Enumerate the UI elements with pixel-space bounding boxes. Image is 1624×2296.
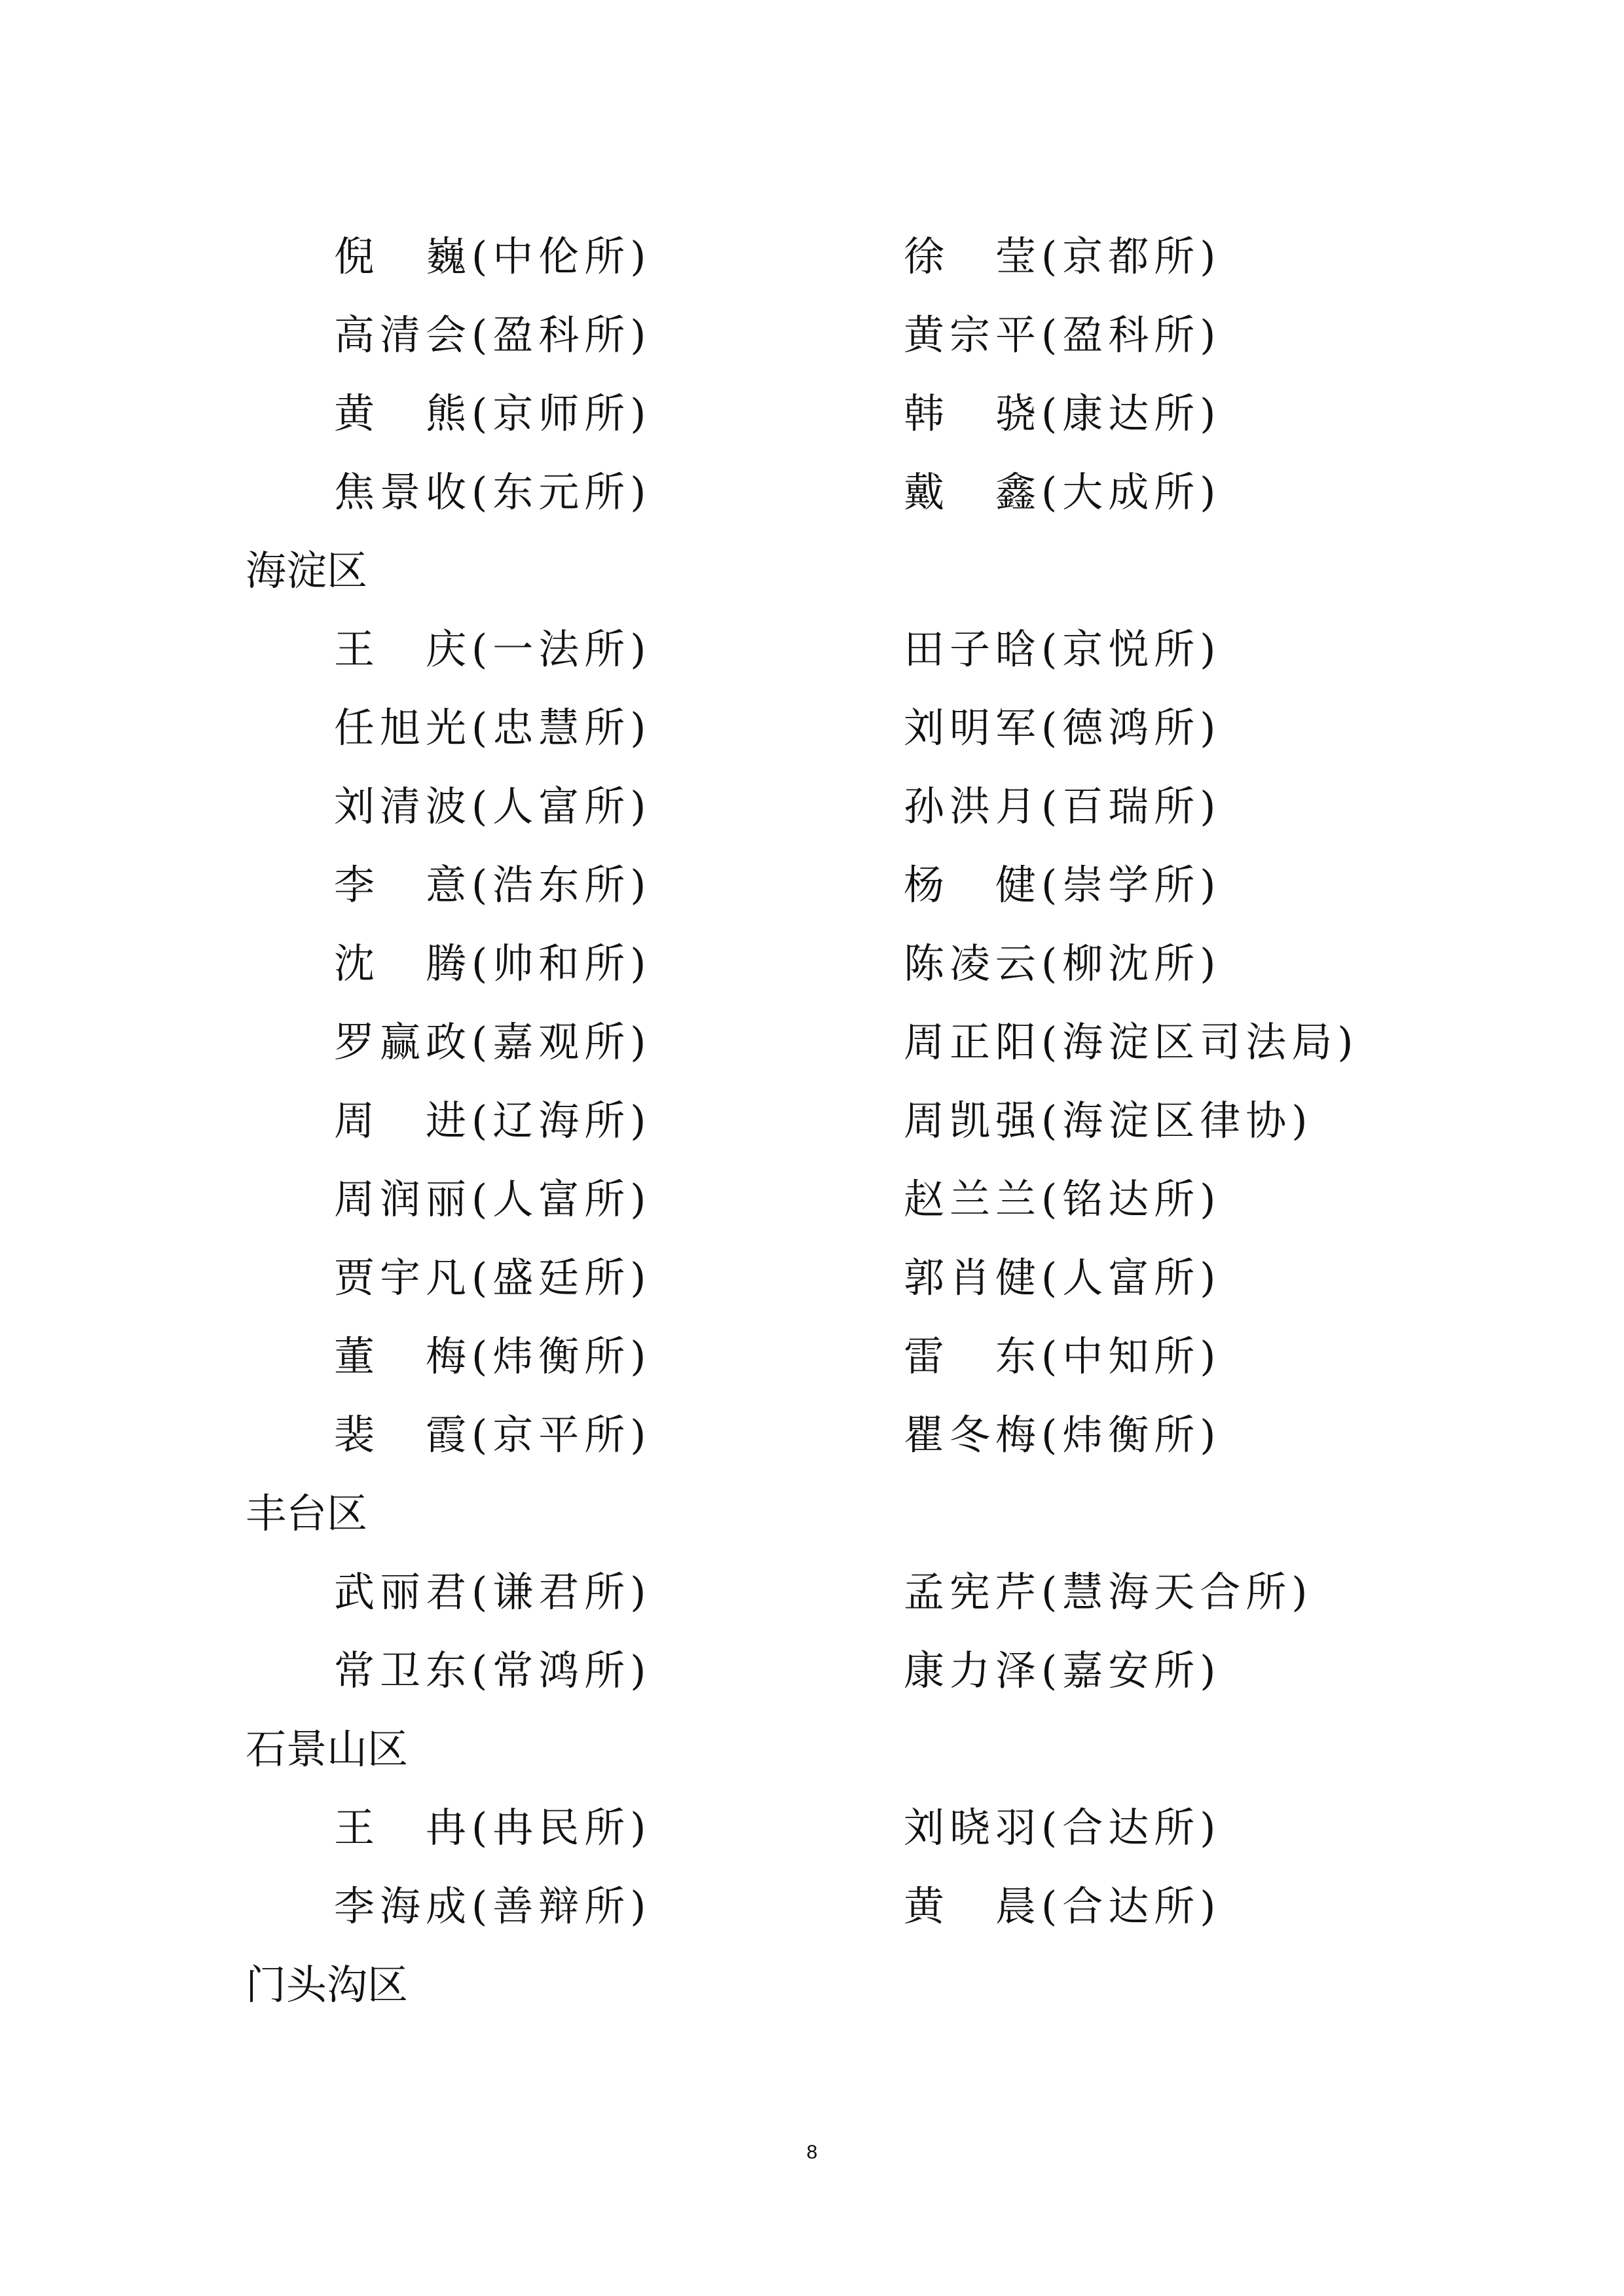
member-entry: 周润丽(人富所) <box>334 1175 652 1223</box>
member-entry: 刘明军(德鸿所) <box>904 704 1221 752</box>
member-entry: 周 进(辽海所) <box>334 1097 652 1144</box>
list-row <box>0 610 1624 689</box>
list-row <box>0 217 1624 296</box>
member-entry: 焦景收(东元所) <box>334 468 652 516</box>
list-row <box>0 1082 1624 1160</box>
list-row <box>0 453 1624 532</box>
list-row <box>0 1631 1624 1710</box>
list-row <box>0 1317 1624 1396</box>
list-row <box>0 1396 1624 1474</box>
member-entry: 陈凌云(柳沈所) <box>904 939 1221 987</box>
member-entry: 刘晓羽(合达所) <box>904 1804 1221 1851</box>
list-row <box>0 924 1624 1003</box>
member-entry: 戴 鑫(大成所) <box>904 468 1221 516</box>
list-row <box>0 1239 1624 1317</box>
member-entry: 贾宇凡(盛廷所) <box>334 1254 652 1302</box>
member-entry: 李 意(浩东所) <box>334 861 652 909</box>
member-entry: 赵兰兰(铭达所) <box>904 1175 1221 1223</box>
list-row <box>0 1003 1624 1082</box>
member-entry: 李海成(善辩所) <box>334 1882 652 1930</box>
member-entry: 武丽君(谦君所) <box>334 1568 652 1616</box>
member-entry: 徐 莹(京都所) <box>904 232 1221 280</box>
member-entry: 沈 腾(帅和所) <box>334 939 652 987</box>
section-heading: 丰台区 <box>246 1489 368 1537</box>
member-entry: 常卫东(常鸿所) <box>334 1647 652 1694</box>
member-entry: 王 庆(一法所) <box>334 625 652 673</box>
member-entry: 裴 霞(京平所) <box>334 1411 652 1459</box>
list-row <box>0 296 1624 374</box>
member-entry: 雷 东(中知所) <box>904 1332 1221 1380</box>
member-entry: 王 冉(冉民所) <box>334 1804 652 1851</box>
list-row <box>0 1160 1624 1239</box>
member-entry: 孙洪月(百瑞所) <box>904 782 1221 830</box>
section-heading: 门头沟区 <box>246 1961 409 2009</box>
member-entry: 韩 骁(康达所) <box>904 390 1221 437</box>
member-entry: 孟宪芹(慧海天合所) <box>904 1568 1313 1616</box>
member-entry: 任旭光(忠慧所) <box>334 704 652 752</box>
member-entry: 瞿冬梅(炜衡所) <box>904 1411 1221 1459</box>
member-entry: 康力泽(嘉安所) <box>904 1647 1221 1694</box>
list-row <box>0 846 1624 924</box>
member-entry: 周正阳(海淀区司法局) <box>904 1018 1359 1066</box>
list-row <box>0 374 1624 453</box>
member-entry: 黄 熊(京师所) <box>334 390 652 437</box>
member-entry: 黄 晨(合达所) <box>904 1882 1221 1930</box>
list-row <box>0 1789 1624 1867</box>
member-entry: 罗赢政(嘉观所) <box>334 1018 652 1066</box>
member-entry: 黄宗平(盈科所) <box>904 311 1221 359</box>
list-row <box>0 1867 1624 1946</box>
member-entry: 董 梅(炜衡所) <box>334 1332 652 1380</box>
list-row <box>0 1553 1624 1631</box>
section-heading: 海淀区 <box>246 547 368 594</box>
member-entry: 郭肖健(人富所) <box>904 1254 1221 1302</box>
section-heading: 石景山区 <box>246 1725 409 1773</box>
member-entry: 倪 巍(中伦所) <box>334 232 652 280</box>
member-entry: 周凯强(海淀区律协) <box>904 1097 1313 1144</box>
member-entry: 杨 健(崇学所) <box>904 861 1221 909</box>
list-row <box>0 689 1624 767</box>
member-entry: 高清会(盈科所) <box>334 311 652 359</box>
list-row <box>0 767 1624 846</box>
member-entry: 田子晗(京悦所) <box>904 625 1221 673</box>
member-entry: 刘清波(人富所) <box>334 782 652 830</box>
page-number: 8 <box>806 2141 818 2163</box>
